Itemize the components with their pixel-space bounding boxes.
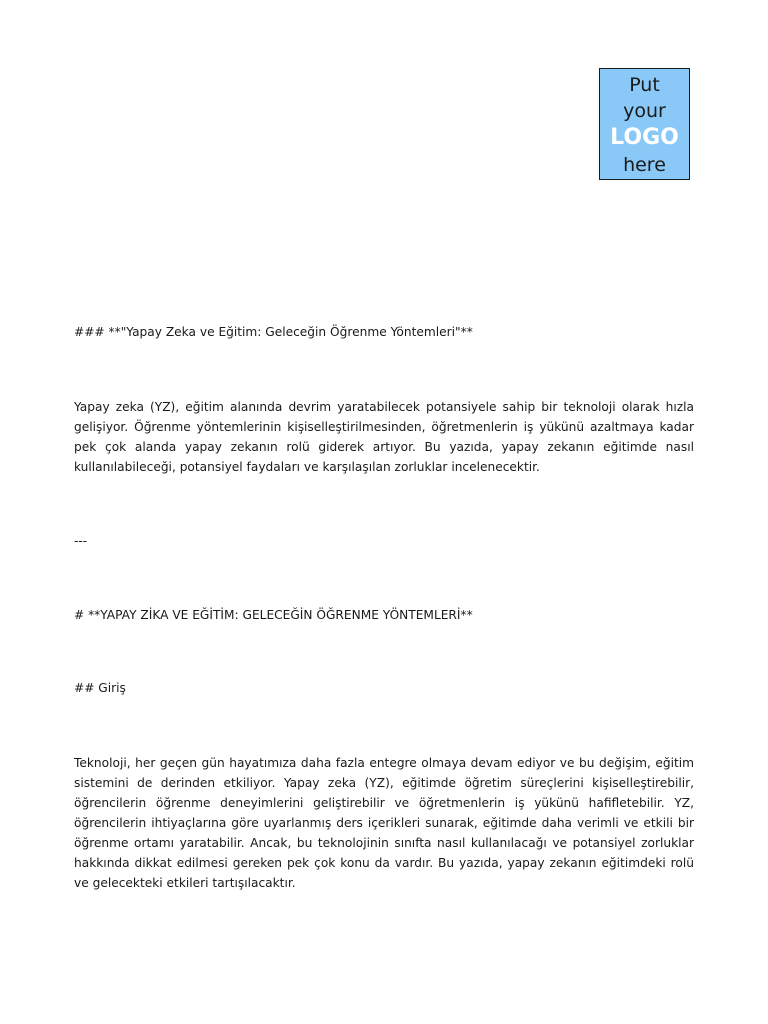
logo-text-logo: LOGO: [610, 125, 679, 150]
body-paragraph: Teknoloji, her geçen gün hayatımıza daha fazla entegre olmaya devam ediyor ve bu değişim, eğitim sistemini de derinden etkiliyor. Yapay zeka (YZ), eğitimde öğretim süreçlerini kişiselleştirebilir, öğrencilerin öğrenme deneyimlerini geliştirebilir ve öğretmenlerin iş yükünü hafifletebilir. YZ, öğrencilerin ihtiyaçlarına göre uyarlanmış ders içerikleri sunarak, eğitimde daha verimli ve etkili bir öğrenme ortamı yaratabilir. Ancak, bu teknolojinin sınıfta nasıl kullanılacağı ve potansiyel zorluklar hakkında dikkat edilmesi gereken pek çok konu da vardır. Bu yazıda, yapay zekanın eğitimdeki rolü ve gelecekteki etkileri tartışılacaktır.: [74, 756, 694, 890]
logo-text-your: your: [623, 100, 666, 122]
intro-paragraph: Yapay zeka (YZ), eğitim alanında devrim yaratabilecek potansiyele sahip bir teknoloji olarak hızla gelişiyor. Öğrenme yöntemlerinin kişiselleştirilmesinden, öğretmenlerin iş yükünü azaltmaya kadar pek çok alanda yapay zekanın rolü giderek artıyor. Bu yazıda, yapay zekanın eğitimde nasıl kullanılabileceği, potansiyel faydaları ve karşılaşılan zorluklar incelenecektir.: [74, 400, 694, 474]
heading-h2: ## Giriş: [74, 681, 126, 695]
separator: ---: [74, 534, 88, 548]
logo-text-put: Put: [629, 74, 660, 96]
logo-text-here: here: [623, 154, 666, 176]
logo-placeholder: [599, 68, 690, 180]
heading-h3: ### **"Yapay Zeka ve Eğitim: Geleceğin Öğrenme Yöntemleri"**: [74, 325, 473, 339]
heading-h1: # **YAPAY ZİKA VE EĞİTİM: GELECEĞİN ÖĞRENME YÖNTEMLERİ**: [74, 608, 473, 622]
